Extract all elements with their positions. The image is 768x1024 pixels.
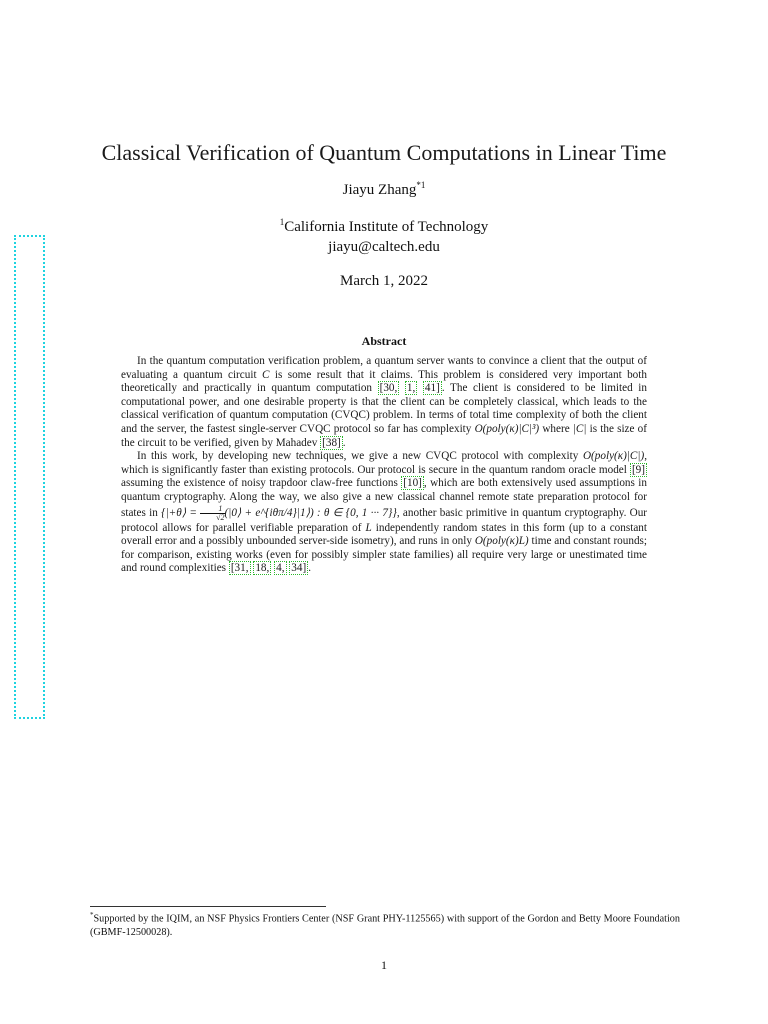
- affiliation: [0, 212, 768, 257]
- citation-30[interactable]: [30,: [379, 382, 398, 395]
- affiliation-mark: 1: [279, 217, 285, 227]
- citation-10[interactable]: [10]: [403, 477, 422, 490]
- abstract-paragraph-1: In the quantum computation verification problem, a quantum server wants to convince a client that the output of evaluating a quantum circuit C is some result that it claims. This problem is considered very important both theoretically and practically in quantum computation [30, 1, 41] . The client is considered to be limited in computational power, and one desirable property is that the client can be completely classical, which leads to the classical verification of quantum computation (CVQC) problem. In terms of total time complexity of both the client and the server, the fastest single-server CVQC protocol so far has complexity O(poly(κ)|C|³) where |C| is the size of the circuit to be verified, given by Mahadev [38] .: [121, 355, 647, 449]
- author-name: Jiayu Zhang: [342, 182, 417, 198]
- complexity-rsp: O(poly(κ)L): [474, 535, 529, 548]
- footnote-rule: [90, 906, 326, 907]
- circuit-size: |C|: [572, 422, 587, 435]
- citation-9[interactable]: [9]: [631, 463, 645, 476]
- citation-31[interactable]: [31,: [230, 562, 249, 575]
- abstract-body: [121, 355, 647, 576]
- complexity-mahadev: O(poly(κ)|C|³): [474, 422, 540, 435]
- abstract-paragraph-2: In this work, by developing new techniques, we give a new CVQC protocol with complexity O(poly(κ)|C|), which is significantly faster than existing protocols. Our protocol is secure in the quantum random oracle model [9] assuming the existence of noisy trapdoor claw-free functions [10] , which are both extensively used assumptions in quantum cryptography. Along the way, we also give a new classical channel remote state preparation protocol for states in {|+θ⟩ = $\frac{1}{√2}$ (|0⟩ + e^{iθπ/4}|1⟩) : θ ∈ {0, 1 ··· 7}}, another basic primitive in quantum cryptography. Our protocol allows for parallel verifiable preparation of L independently random states in this form (up to a constant overall error and a possibly unbounded server-side isometry), and runs in only O(poly(κ)L) time and constant rounds; for comparison, existing works (even for possibly simpler state families) all require very large or unestimated time and round complexities [31, 18, 4, 34] .: [121, 450, 648, 575]
- author-mark: *1: [416, 180, 426, 190]
- author-line: [0, 180, 768, 199]
- email[interactable]: jiayu@caltech.edu: [328, 239, 440, 255]
- L-symbol: L: [365, 521, 372, 534]
- date: March 1, 2022: [340, 273, 428, 289]
- abstract-heading: Abstract: [361, 334, 407, 348]
- state-set-formula: {|+θ⟩ = $\frac{1}{√2}$ (|0⟩ + e^{iθπ/4}|1⟩) : θ ∈ {0, 1 ··· 7}}: [161, 503, 397, 522]
- paper-title: Classical Verification of Quantum Computations in Linear Time: [101, 140, 667, 165]
- institution: California Institute of Technology: [284, 219, 489, 235]
- citation-4[interactable]: 4,: [276, 562, 285, 575]
- citation-1[interactable]: 1,: [406, 382, 416, 395]
- fraction: $\frac{1}{√2}$: [200, 505, 224, 522]
- citation-18[interactable]: 18,: [255, 562, 270, 575]
- citation-38[interactable]: [38]: [322, 436, 341, 449]
- citation-41[interactable]: 41]: [424, 382, 440, 395]
- arxiv-id-link-box[interactable]: [14, 235, 45, 719]
- citation-34[interactable]: 34]: [291, 562, 307, 575]
- footnote-mark: *: [90, 911, 94, 919]
- footnote-text: Supported by the IQIM, an NSF Physics Frontiers Center (NSF Grant PHY-1125565) with support of the Gordon and Betty Moore Foundation (GBMF-12500028).: [90, 913, 680, 938]
- page-number: 1: [381, 958, 387, 972]
- circuit-symbol: C: [261, 368, 270, 381]
- footnote: [90, 909, 680, 939]
- complexity-new: O(poly(κ)|C|): [582, 450, 645, 463]
